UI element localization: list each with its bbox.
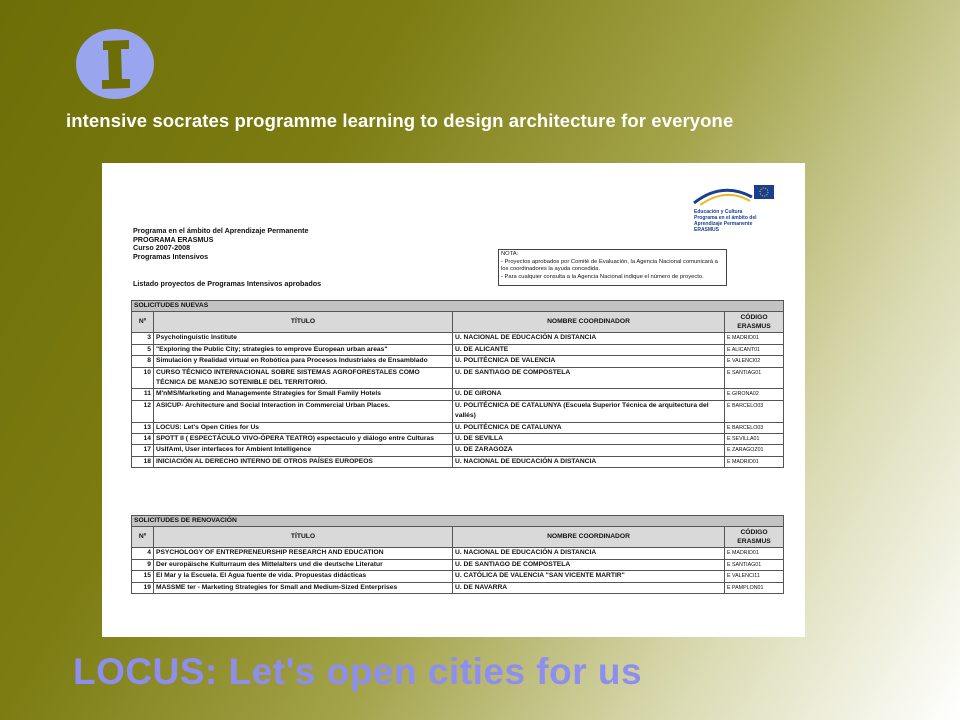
row-titulo: El Mar y la Escuela. El Agua fuente de vida. Propuestas didácticas — [154, 571, 453, 582]
page-title: LOCUS: Let's open cities for us — [73, 651, 643, 692]
erasmus-logo-line: Educación y Cultura — [694, 209, 743, 215]
header-line: Curso 2007-2008 — [133, 243, 191, 253]
row-titulo: "Exploring the Public City; strategies to emprove European urban areas" — [154, 344, 453, 355]
table-row — [132, 344, 784, 355]
table-row — [132, 571, 784, 582]
row-titulo: Psycholinguistic Institute — [154, 333, 453, 344]
table-row — [132, 434, 784, 445]
renovacion-section — [131, 515, 783, 594]
row-codigo: E BARCELO03 — [725, 400, 784, 422]
header-line: PROGRAMA ERASMUS — [133, 234, 214, 244]
row-codigo: E SANTIAG01 — [725, 559, 784, 570]
row-number: 13 — [132, 422, 154, 433]
row-coordinador: U. DE ALICANTE — [453, 344, 725, 355]
nuevas-section — [131, 300, 783, 468]
table-row — [132, 367, 784, 389]
table-row — [132, 422, 784, 433]
table-row — [132, 333, 784, 344]
row-coordinador: U. NACIONAL DE EDUCACIÓN A DISTANCIA — [453, 456, 725, 467]
col-header-titulo: TÍTULO — [154, 527, 453, 548]
listado-heading: Listado proyectos de Programas Intensivos aprobados — [133, 279, 322, 288]
row-coordinador: U. POLITÉCNICA DE CATALUNYA — [453, 422, 725, 433]
row-titulo: ASICUP- Architecture and Social Interaction in Commercial Urban Places. — [154, 400, 453, 422]
row-number: 18 — [132, 456, 154, 467]
row-titulo: Der europäische Kulturraum des Mittelalters und die deutsche Literatur — [154, 559, 453, 570]
header-line: Programas Intensivos — [133, 251, 209, 261]
row-coordinador: U. DE SANTIAGO DE COMPOSTELA — [453, 367, 725, 389]
row-titulo: SPOTT II ( ESPECTÁCULO VIVO-ÓPERA TEATRO) espectaculo y diálogo entre Culturas — [154, 434, 453, 445]
row-codigo: E ZARAGOZ01 — [725, 445, 784, 456]
table-row — [132, 356, 784, 367]
logo-i-icon — [74, 27, 156, 101]
row-codigo: E MADRID01 — [725, 548, 784, 559]
col-header-coordinador: NOMBRE COORDINADOR — [453, 527, 725, 548]
row-titulo: CURSO TÉCNICO INTERNACIONAL SOBRE SISTEMAS AGROFORESTALES COMO TÉCNICA DE MANEJO SOTENIBLE DEL TERRITORIO. — [154, 367, 453, 389]
row-codigo: E PAMPLON01 — [725, 582, 784, 593]
table-row — [132, 445, 784, 456]
row-titulo: M'nMS/Marketing and Managemente Strategies for Small Family Hotels — [154, 389, 453, 400]
row-titulo: LOCUS: Let's Open Cities for Us — [154, 422, 453, 433]
row-codigo: E VALENCI02 — [725, 356, 784, 367]
row-coordinador: U. DE SANTIAGO DE COMPOSTELA — [453, 559, 725, 570]
col-header-titulo: TÍTULO — [154, 312, 453, 333]
table-row — [132, 548, 784, 559]
nota-line: NOTA: — [501, 251, 519, 257]
row-coordinador: U. DE NAVARRA — [453, 582, 725, 593]
document-header — [133, 227, 308, 261]
table-row — [132, 389, 784, 400]
erasmus-swoosh-icon — [692, 177, 792, 209]
row-codigo: E BARCELO03 — [725, 422, 784, 433]
erasmus-logo-line: Aprendizaje Permanente — [694, 221, 753, 227]
nuevas-table — [131, 300, 784, 468]
erasmus-logo-line: Programa en el ámbito del — [694, 215, 757, 221]
row-number: 11 — [132, 389, 154, 400]
row-titulo: Simulación y Realidad virtual en Robótica para Procesos Industriales de Ensamblado — [154, 356, 453, 367]
erasmus-logo — [692, 177, 792, 237]
row-number: 10 — [132, 367, 154, 389]
row-number: 8 — [132, 356, 154, 367]
col-header-coordinador: NOMBRE COORDINADOR — [453, 312, 725, 333]
row-titulo: PSYCHOLOGY OF ENTREPRENEURSHIP RESEARCH AND EDUCATION — [154, 548, 453, 559]
header-line: Programa en el ámbito del Aprendizaje Permanente — [133, 226, 309, 235]
row-codigo: E GIRONA02 — [725, 389, 784, 400]
nota-line: - Proyectos aprobados por Comité de Evaluación, la Agencia Nacional comunicará a los coordinadores la ayuda concedida. — [501, 258, 718, 273]
table-row — [132, 456, 784, 467]
row-coordinador: U. NACIONAL DE EDUCACIÓN A DISTANCIA — [453, 548, 725, 559]
section-title: SOLICITUDES DE RENOVACIÓN — [132, 516, 784, 527]
table-row — [132, 559, 784, 570]
row-coordinador: U. DE ZARAGOZA — [453, 445, 725, 456]
nota-line: - Para cualquier consulta a la Agencia Nacional indique el número de proyecto. — [501, 273, 704, 280]
row-coordinador: U. CATÓLICA DE VALENCIA "SAN VICENTE MARTIR" — [453, 571, 725, 582]
col-header-num: Nº — [132, 312, 154, 333]
row-codigo: E SEVILLA01 — [725, 434, 784, 445]
row-number: 17 — [132, 445, 154, 456]
row-titulo: MASSME ter - Marketing Strategies for Small and Medium-Sized Enterprises — [154, 582, 453, 593]
row-titulo: UsIfAml, User interfaces for Ambient Intelligence — [154, 445, 453, 456]
row-titulo: INICIACIÓN AL DERECHO INTERNO DE OTROS PAÍSES EUROPEOS — [154, 456, 453, 467]
row-codigo: E ALICANT01 — [725, 344, 784, 355]
row-coordinador: U. NACIONAL DE EDUCACIÓN A DISTANCIA — [453, 333, 725, 344]
table-row — [132, 582, 784, 593]
approved-projects-document — [102, 163, 805, 637]
table-row — [132, 400, 784, 422]
row-coordinador: U. DE SEVILLA — [453, 434, 725, 445]
col-header-num: Nº — [132, 527, 154, 548]
row-number: 4 — [132, 548, 154, 559]
col-header-codigo: CÓDIGO ERASMUS — [725, 312, 784, 333]
row-coordinador: U. DE GIRONA — [453, 389, 725, 400]
row-codigo: E MADRID01 — [725, 456, 784, 467]
row-coordinador: U. POLITÉCNICA DE VALENCIA — [453, 356, 725, 367]
row-codigo: E VALENCI11 — [725, 571, 784, 582]
row-number: 15 — [132, 571, 154, 582]
nota-box — [498, 249, 727, 286]
row-number: 5 — [132, 344, 154, 355]
row-number: 3 — [132, 333, 154, 344]
row-number: 19 — [132, 582, 154, 593]
erasmus-logo-line: ERASMUS — [694, 227, 720, 233]
row-number: 12 — [132, 400, 154, 422]
col-header-codigo: CÓDIGO ERASMUS — [725, 527, 784, 548]
row-codigo: E MADRID01 — [725, 333, 784, 344]
programme-subtitle: intensive socrates programme learning to design architecture for everyone — [66, 110, 734, 131]
row-number: 14 — [132, 434, 154, 445]
row-number: 9 — [132, 559, 154, 570]
section-title: SOLICITUDES NUEVAS — [132, 301, 784, 312]
row-coordinador: U. POLITÉCNICA DE CATALUNYA (Escuela Superior Técnica de arquitectura del vallés) — [453, 400, 725, 422]
renovacion-table — [131, 515, 784, 594]
row-codigo: E SANTIAG01 — [725, 367, 784, 389]
